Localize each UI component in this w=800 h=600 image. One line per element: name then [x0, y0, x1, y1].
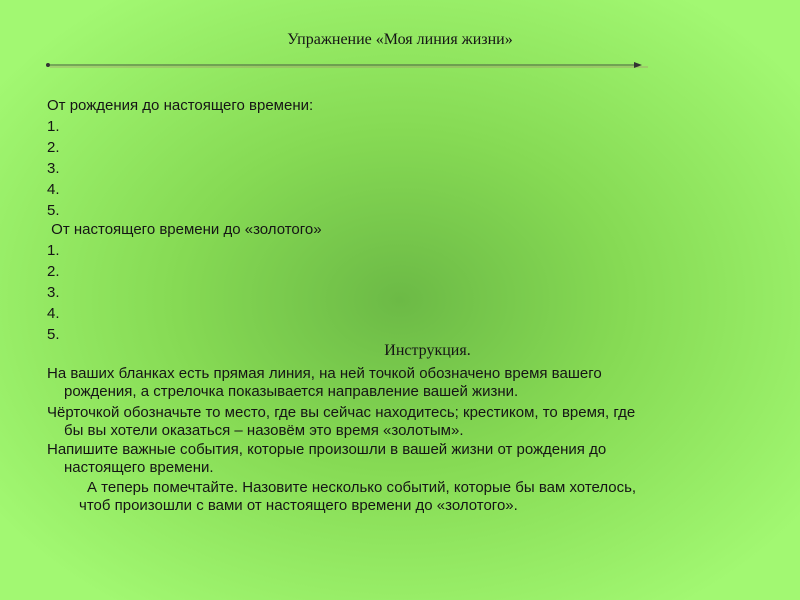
paragraph-line: бы вы хотели оказаться – назовём это время «золотым». [64, 422, 464, 439]
section-heading: От настоящего времени до «золотого» [47, 221, 322, 238]
list-item: 1. [47, 118, 60, 135]
list-item: 2. [47, 263, 60, 280]
paragraph-line: настоящего времени. [64, 459, 214, 476]
list-item: 3. [47, 284, 60, 301]
instruction-paragraph [47, 479, 762, 515]
list-item: 4. [47, 181, 60, 198]
paragraph-line: рождения, а стрелочка показывается направление вашей жизни. [64, 383, 519, 400]
paragraph-line: На ваших бланках есть прямая линия, на ней точкой обозначено время вашего [47, 365, 602, 382]
list-item: 5. [47, 202, 60, 219]
birth-point [46, 63, 50, 67]
list-item: 3. [47, 160, 60, 177]
paragraph-line: Напишите важные события, которые произошли в вашей жизни от рождения до [47, 441, 607, 458]
list-item: 1. [47, 242, 60, 259]
life-line [44, 58, 654, 74]
instruction-paragraph [47, 404, 762, 440]
list-item: 2. [47, 139, 60, 156]
instruction-heading: Инструкция. [384, 342, 471, 359]
instruction-paragraph [47, 365, 762, 401]
section-birth-to-now [47, 95, 313, 221]
paragraph-line: А теперь помечтайте. Назовите несколько событий, которые бы вам хотелось, [87, 479, 637, 496]
paragraph-line: Чёрточкой обозначьте то место, где вы сейчас находитесь; крестиком, то время, где [47, 404, 636, 421]
paragraph-line: чтоб произошли с вами от настоящего времени до «золотого». [79, 497, 518, 514]
list-item: 5. [47, 326, 60, 343]
section-heading: От рождения до настоящего времени: [47, 97, 314, 114]
exercise-title: Упражнение «Моя линия жизни» [287, 31, 513, 48]
instruction-paragraph [47, 441, 762, 477]
list-item: 4. [47, 305, 60, 322]
section-now-to-golden [47, 219, 322, 345]
